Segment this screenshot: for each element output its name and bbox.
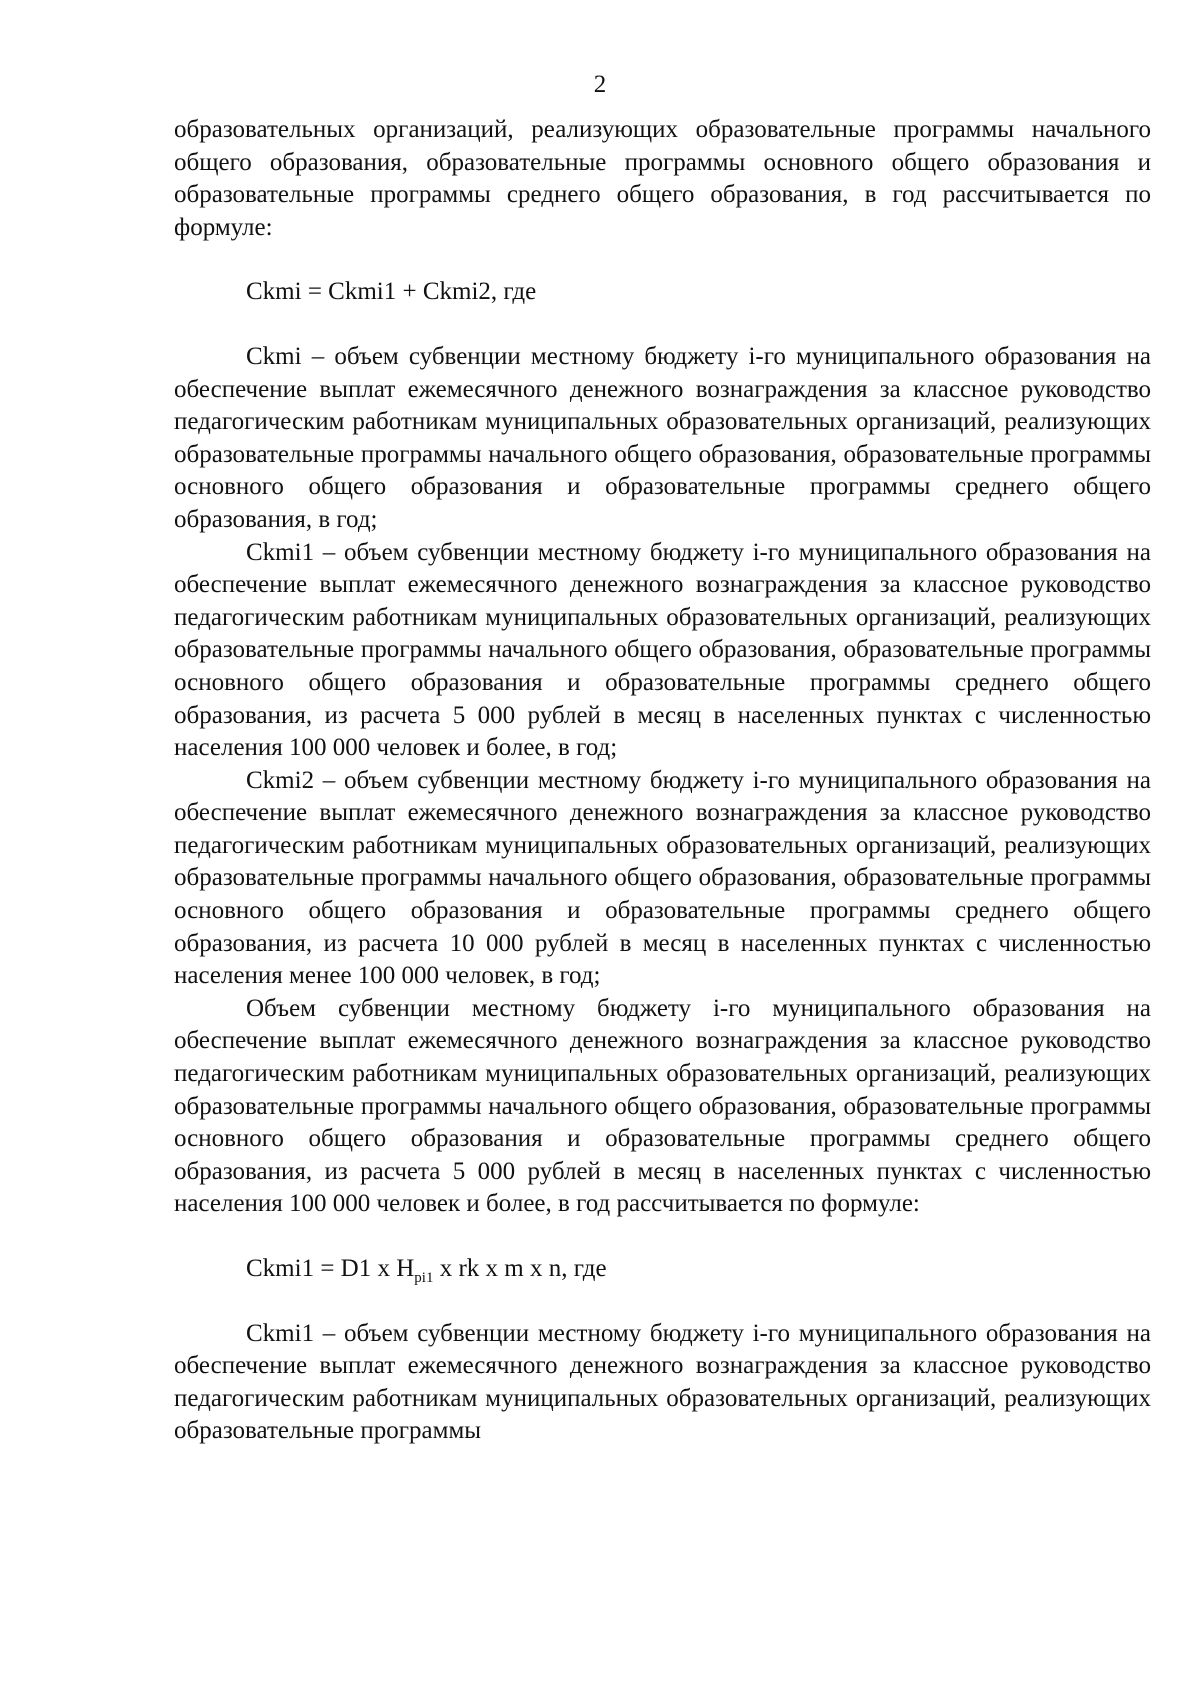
page-number: 2 bbox=[593, 71, 607, 98]
definition-ckmi1-repeat: Ckmi1 – объем субвенции местному бюджету i-го муниципального образования на обеспечение выплат ежемесячного денежного вознаграждения за классное руководство педагогическим работникам муниципальных образовательных организаций, реализующих образовательные программы bbox=[174, 1319, 1151, 1445]
formula-ckmi1-left: Ckmi1 = D1 x H bbox=[246, 1255, 415, 1282]
formula-ckmi1-right: x rk x m x n, где bbox=[433, 1255, 607, 1282]
paragraph-continuation: образовательных организаций, реализующих образовательные программы начального общего образования, образовательные программы основного общего образования и образовательные программы среднего общего образования, в год рассчитывается по формуле: bbox=[174, 116, 1151, 241]
definition-ckmi: Ckmi – объем субвенции местному бюджету i-го муниципального образования на обеспечение выплат ежемесячного денежного вознаграждения за классное руководство педагогическим работникам муниципальных образовательных организаций, реализующих образовательные программы начального общего образования, образовательные программы основного общего образования и образовательные программы среднего общего образования, в год; bbox=[174, 342, 1151, 533]
formula-ckmi1 bbox=[246, 1253, 1151, 1286]
document-body bbox=[174, 114, 1151, 1448]
formula-ckmi: Ckmi = Ckmi1 + Ckmi2, где bbox=[246, 278, 537, 306]
definition-ckmi1: Ckmi1 – объем субвенции местному бюджету i-го муниципального образования на обеспечение выплат ежемесячного денежного вознаграждения за классное руководство педагогическим работникам муниципальных образовательных организаций, реализующих образовательные программы начального общего образования, образовательные программы основного общего образования и образовательные программы среднего общего образования, из расчета 5 000 рублей в месяц в населенных пунктах с численностью населения 100 000 человек и более, в год; bbox=[174, 538, 1151, 762]
definition-ckmi2: Ckmi2 – объем субвенции местному бюджету i-го муниципального образования на обеспечение выплат ежемесячного денежного вознаграждения за классное руководство педагогическим работникам муниципальных образовательных организаций, реализующих образовательные программы начального общего образования, образовательные программы основного общего образования и образовательные программы среднего общего образования, из расчета 10 000 рублей в месяц в населенных пунктах с численностью населения менее 100 000 человек, в год; bbox=[174, 766, 1151, 990]
formula-ckmi1-subscript: pi1 bbox=[414, 1270, 434, 1286]
paragraph-subvention-volume: Объем субвенции местному бюджету i-го муниципального образования на обеспечение выплат ежемесячного денежного вознаграждения за классное руководство педагогическим работникам муниципальных образовательных организаций, реализующих образовательные программы начального общего образования, образовательные программы основного общего образования и образовательные программы среднего общего образования, из расчета 5 000 рублей в месяц в населенных пунктах с численностью населения 100 000 человек и более, в год рассчитывается по формуле: bbox=[174, 994, 1151, 1218]
